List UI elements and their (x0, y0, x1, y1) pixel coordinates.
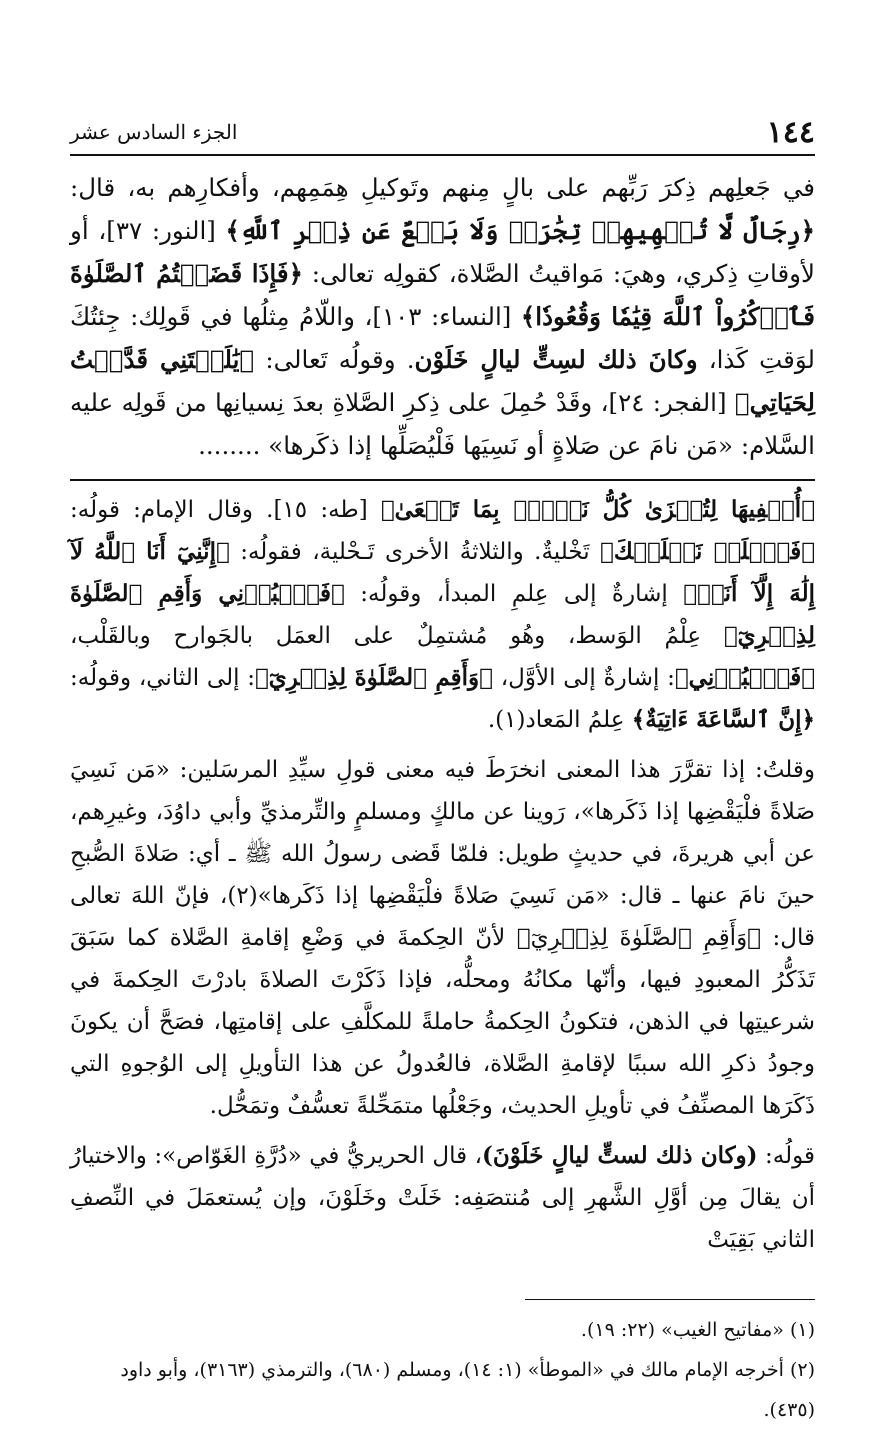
emphasized-text: ﴿فَإِذَا قَضَيۡتُمُ ٱلصَّلَوٰةَ فَٱذۡكُرُواْ ٱللَّهَ قِيَٰمٗا وَقُعُودٗا﴾ (70, 259, 815, 331)
footnote-2: (٢) أخرجه الإمام مالك في «الموطأ» (١: ١٤)، ومسلم (٦٨٠)، والترمذي (٣١٦٣)، وأبو داود (٤٣٥). (120, 1359, 815, 1421)
text-run: ، قال الحريريُّ في «دُرَّةِ الغَوّاص»: والاختيارُ أن يقالَ مِن أوَّلِ الشَّهرِ إلى مُنتصَفِه: خَلَتْ وخَلَوْنَ، وإن يُستعمَلَ في النِّصفِ الثاني بَقِيَتْ (70, 1143, 815, 1253)
commentary-paragraph-2: وقلتُ: إذا تقرَّرَ هذا المعنى انخرَطَ فيه معنى قولِ سيِّدِ المرسَلين: «مَن نَسِيَ صَلاةً فلْيَقْضِها إذا ذَكَرها»، رَوينا عن مالكٍ ومسلمٍ والتِّرمذيِّ وأبي داوُدَ، وغيرِهم، عن أبي هريرةَ، في حديثٍ طويل: فلمّا قَضى رسولُ الله ﷺ ـ أي: صَلاةَ الصُّبحِ حينَ نامَ عنها ـ قال: «مَن نَسِيَ صَلاةً فلْيَقْضِها إذا ذَكَرها»(٢)، فإنّ اللهَ تعالى قال: ﴿وَأَقِمِ ٱلصَّلَوٰةَ لِذِكۡرِيٓ﴾ لأنّ الحِكمةَ في وَضْعِ إقامةِ الصَّلاة كما سَبَقَ تَذَكُّرُ المعبودِ فيها، وأنّها مكانُهُ ومحلُّه، فإذا ذَكَرْتَ الصلاةَ بادرْتَ الحِكمةَ في شرعيتِها في الذهن، فتكونُ الحِكمةُ حاملةً للمكلَّفِ على إقامتِها، فصَحَّ أن يكونَ وجودُ ذكرِ الله سببًا لإقامةِ الصَّلاة، فالعُدولُ عن هذا التأويلِ إلى الوُجوهِ التي ذَكَرَها المصنِّفُ في تأويلِ الحديث، وجَعْلُها متمَحِّلةً تعسُّفٌ وتمَحُّل. (70, 757, 815, 1119)
footnote-separator (525, 1299, 815, 1300)
text-run: [النور: ٣٧]، أو لأوقاتِ ذِكري، وهيَ: مَواقيتُ الصَّلاة، كقولِه تعالى: (70, 216, 815, 288)
footnotes (70, 1310, 815, 1430)
commentary-text (70, 489, 815, 1261)
text-run: في جَعلِهم ذِكرَ رَبِّهم على بالٍ مِنهم وتَوكيلِ هِمَمِهم، وأفكارِهم به، قال: (70, 173, 815, 202)
text-run: [طه: ١٥]. وقال الإمام: قولُه: (70, 497, 381, 523)
text-run: عِلمُ المَعاد(١). (487, 707, 632, 733)
book-page (70, 110, 815, 1430)
main-text (70, 166, 815, 467)
text-run: [النساء: ١٠٣]، واللّامُ مِثلُها في قَولِك: جِئتُكَ لوَقتِ كَذا، (70, 302, 815, 374)
commentary-paragraph-1 (70, 489, 815, 741)
emphasized-text: ﴿إِنَّ ٱلسَّاعَةَ ءَاتِيَةٌ﴾ (631, 706, 815, 733)
footnote-1: (١) «مفاتيح الغيب» (٢٢: ١٩). (580, 1319, 815, 1341)
emphasized-text: ﴿رِجَالٌ لَّا تُلۡهِيهِمۡ تِجَٰرَةٞ وَلَا بَيۡعٌ عَن ذِكۡرِ ٱللَّهِ﴾ (225, 216, 815, 245)
main-paragraph (70, 166, 815, 467)
text-run: : إلى الثاني، وقولُه: (70, 665, 255, 691)
emphasized-text: ﴿فَٱخۡلَعۡ نَعۡلَيۡكَ﴾ (600, 538, 815, 565)
emphasized-text: (وكان ذلك لستٍّ ليالٍ خَلَوْنَ) (482, 1142, 758, 1169)
page-number: ١٤٤ (766, 114, 815, 150)
emphasized-text: ﴿أُخۡفِيهَا لِتُجۡزَىٰ كُلُّ نَفۡسِۢ بِمَا تَسۡعَىٰ﴾ (380, 496, 816, 523)
emphasized-text: وكانَ ذلك لسِتٍّ ليالٍ خَلَوْن (414, 345, 698, 374)
part-title: الجزء السادس عشر (70, 120, 238, 144)
text-run: [الفجر: ٢٤]، وقَدْ حُمِلَ على ذِكرِ الصَّلاةِ بعدَ نِسيانِها من قَولِه عليه السَّلام: «مَن نامَ عن صَلاةٍ أو نَسِيَها فَلْيُصَلِّها إذا ذكَرها» ........ (70, 388, 815, 460)
text-run: عِلْمُ الوَسط، وهُو مُشتمِلٌ على العمَل بالجَوارح وبالقَلْب، (70, 623, 724, 649)
commentary-paragraph-3 (70, 1135, 815, 1261)
text-commentary-separator (70, 479, 815, 481)
text-run: تَخْليةٌ. والثلاثةُ الأخرى تَـحْلية، فقولُه: (229, 539, 601, 565)
text-run: : إشارةٌ إلى الأوَّل، (492, 665, 675, 691)
emphasized-text: ﴿فَٱعۡبُدۡنِي﴾ (674, 664, 815, 691)
emphasized-text: ﴿يَٰلَيۡتَنِي قَدَّمۡتُ لِحَيَاتِي﴾ (70, 345, 815, 417)
running-header (70, 110, 815, 156)
emphasized-text: ﴿وَأَقِمِ ٱلصَّلَوٰةَ لِذِكۡرِيٓ﴾ (254, 664, 493, 691)
emphasized-text: ﴿فَٱعۡبُدۡنِي وَأَقِمِ ٱلصَّلَوٰةَ لِذِكۡرِيٓ﴾ (70, 580, 815, 649)
emphasized-text: ﴿إِنَّنِيٓ أَنَا ٱللَّهُ لَآ إِلَٰهَ إِلَّآ أَنَا۠﴾ (70, 538, 816, 607)
text-run: . وقولُه تَعالى: (254, 345, 415, 374)
text-run: إشارةٌ إلى عِلمِ المبدأ، وقولُه: (344, 581, 684, 607)
text-run: قولُه: (757, 1143, 815, 1169)
